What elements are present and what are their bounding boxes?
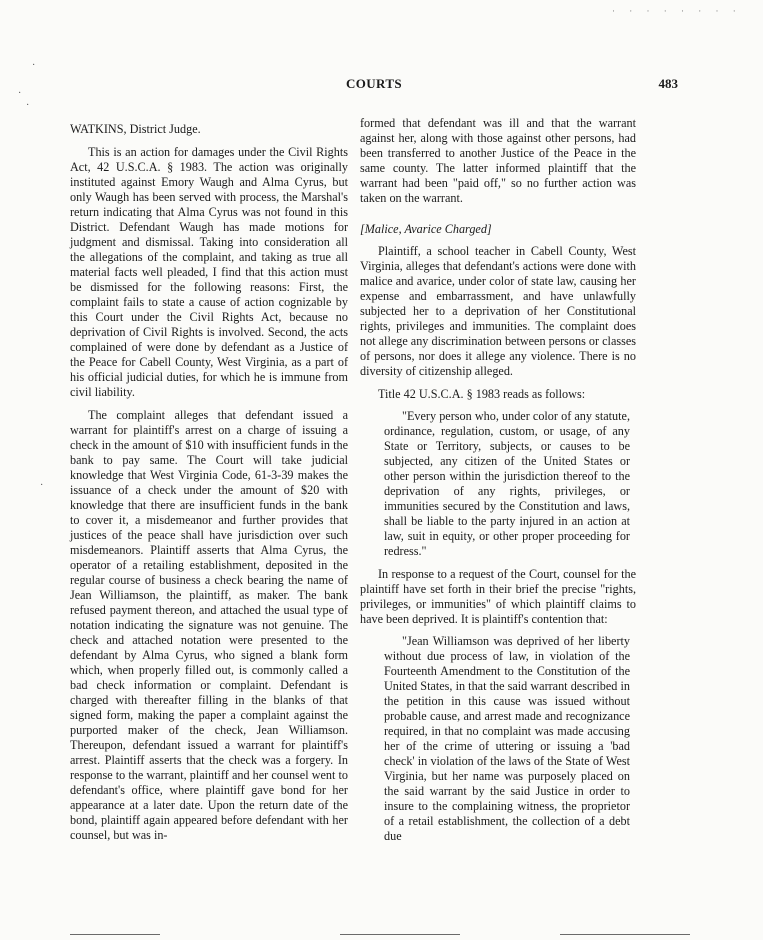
bottom-rule <box>70 934 160 935</box>
page-number: 483 <box>658 76 678 91</box>
top-edge-dots: · · · · · · · · <box>612 6 742 16</box>
page-header <box>70 76 678 92</box>
margin-mark: · <box>32 60 36 71</box>
margin-mark: · <box>26 100 30 111</box>
contention-quote: "Jean Williamson was deprived of her liberty without due process of law, in violation of the Fourteenth Amendment to the Constitution of the United States, in that the said warrant described in the petition in this cause was issued without probable cause, and arrest made and recognizance required, in that no complaint was made accusing her of the crime of uttering or issuing a 'bad check' in violation of the laws of the State of West Virginia, but her name was purposely placed on the said warrant by the said Justice in order to insure to the complaining witness, the proprietor of a retail establishment, the collection of a debt due <box>384 634 630 843</box>
right-column <box>360 116 636 844</box>
body-paragraph: Plaintiff, a school teacher in Cabell County, West Virginia, alleges that defendant's actions were done with malice and avarice, under color of state law, causing her expense and embarrassment, and have unlawfully subjected her to a deprivation of her Constitutional rights, privileges and immunities. The complaint does not allege any discrimination between persons or classes of persons, nor does it allege any violence. There is no diversity of citizenship alleged. <box>360 244 636 378</box>
continuation-paragraph: formed that defendant was ill and that the warrant against her, along with those against other persons, had been transferred to another Justice of the Peace in the same county. The latter informed plaintiff that the warrant had been "paid off," so no further action was taken on the warrant. <box>360 116 636 205</box>
left-column <box>70 116 348 843</box>
statute-intro: Title 42 U.S.C.A. § 1983 reads as follows: <box>378 387 586 401</box>
section-subheading: [Malice, Avarice Charged] <box>360 222 492 236</box>
body-paragraph: This is an action for damages under the Civil Rights Act, 42 U.S.C.A. § 1983. The action was originally instituted against Emory Waugh and Alma Cyrus, but only Waugh has been served with process, the Marshal's return indicating that Alma Cyrus was not found in this District. Defendant Waugh has made motions for judgment and dismissal. Taking into consideration all the allegations of the complaint, and taking as true all material facts well pleaded, I find that this action must be dismissed for the following reasons: First, the complaint fails to state a cause of action cognizable by this Court under the Civil Rights Act, because no deprivation of Civil Rights is involved. Second, the acts complained of were done by defendant as a Justice of the Peace for Cabell County, West Virginia, as a part of his official judicial duties, for which he is immune from civil liability. <box>70 145 348 399</box>
body-paragraph: The complaint alleges that defendant issued a warrant for plaintiff's arrest on a charge of issuing a check in the amount of $10 with insufficient funds in the bank to pay same. The Court will take judicial knowledge that West Virginia Code, 61-3-39 makes the issuance of a check under the amount of $20 with knowledge that there are insufficient funds in the bank to cover it, a misdemeanor and further provides that justices of the peace shall have jurisdiction over such misdemeanors. Plaintiff asserts that Alma Cyrus, the operator of a retailing establishment, deposited in the regular course of business a check bearing the name of Jean Williamson, the plaintiff, as maker. The bank refused payment thereon, and attached the usual type of notation indicating the signature was not genuine. The check and attached notation were presented to the defendant by Alma Cyrus, who signed a blank form which, when properly filled out, is commonly called a bad check information or complaint. Defendant is charged with thereafter filling in the blanks of that signed form, making the paper a complaint against the purported maker of the check, Jean Williamson. Thereupon, defendant issued a warrant for plaintiff's arrest. Plaintiff asserts that the check was a forgery. In response to the warrant, plaintiff and her counsel went to defendant's office, where plaintiff gave bond for her appearance at a later date. Upon the return date of the bond, plaintiff again appeared before defendant with her counsel, but was in- <box>70 408 348 842</box>
bottom-rule <box>560 934 690 935</box>
bottom-rule <box>340 934 460 935</box>
judge-line: WATKINS, District Judge. <box>70 122 201 136</box>
running-head: COURTS <box>345 76 403 91</box>
body-paragraph: In response to a request of the Court, counsel for the plaintiff have set forth in their brief the precise "rights, privileges, or immunities" of which plaintiff claims to have been deprived. It is plaintiff's contention that: <box>360 567 636 626</box>
margin-mark: · <box>40 480 44 491</box>
margin-mark: · <box>18 88 22 99</box>
statute-quote: "Every person who, under color of any statute, ordinance, regulation, custom, or usage, of any State or Territory, subjects, or causes to be subjected, any citizen of the United States or other person within the jurisdiction thereof to the deprivation of any rights, privileges, or immunities secured by the Constitution and laws, shall be liable to the party injured in an action at law, suit in equity, or other proper proceeding for redress." <box>384 409 630 558</box>
